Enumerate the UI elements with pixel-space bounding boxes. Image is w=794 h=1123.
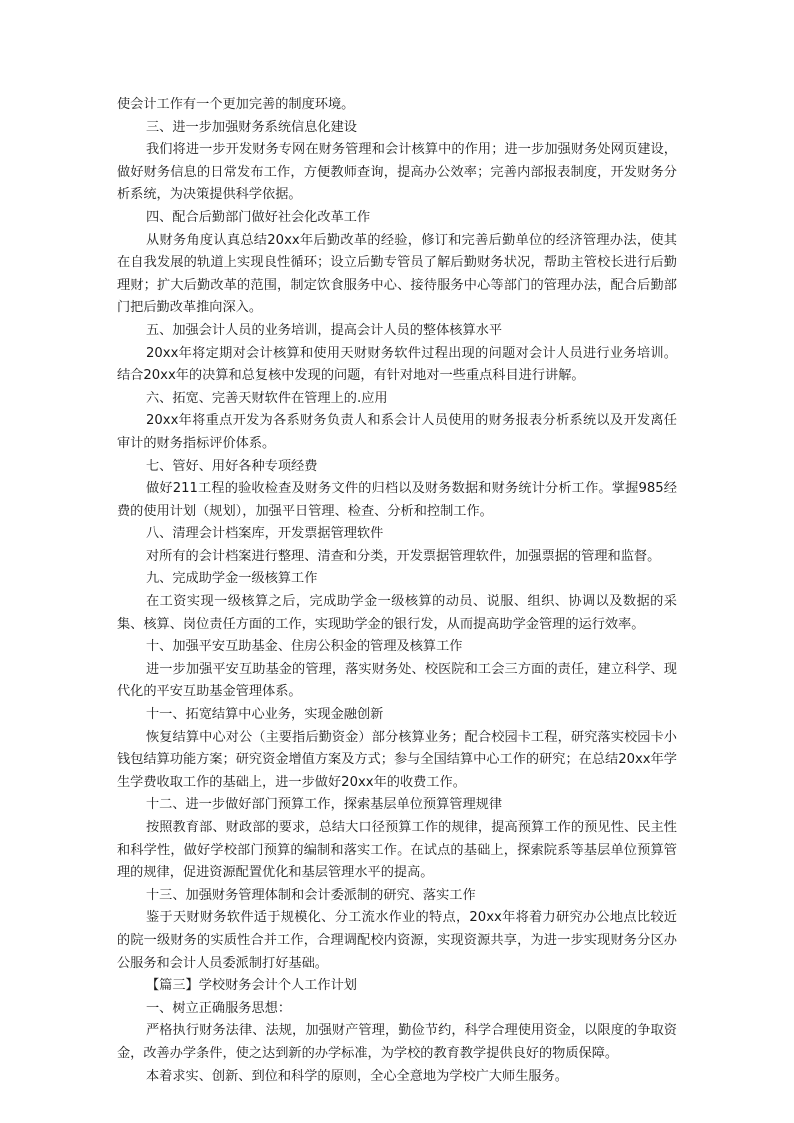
document-page <box>117 94 677 1088</box>
body-paragraph: 20xx年将重点开发为各系财务负责人和系会计人员使用的财务报表分析系统以及开发离任审计的财务指标评价体系。 <box>117 413 677 451</box>
section-heading: 八、清理会计档案库，开发票据管理软件 <box>146 526 384 542</box>
section-heading: 一、树立正确服务思想： <box>146 1000 292 1016</box>
section-heading: 七、管好、用好各种专项经费 <box>146 458 318 474</box>
body-paragraph: 我们将进一步开发财务专网在财务管理和会计核算中的作用；进一步加强财务处网页建设，做好财务信息的日常发布工作，方便教师查询，提高办公效率；完善内部报表制度，开发财务分析系统，为决策提供科学依据。 <box>117 142 677 203</box>
section-heading: 六、拓宽、完善天财软件在管理上的.应用 <box>146 390 388 406</box>
body-paragraph: 从财务角度认真总结20xx年后勤改革的经验，修订和完善后勤单位的经济管理办法，使其在自我发展的轨道上实现良性循环；设立后勤专管员了解后勤财务状况，帮助主管校长进行后勤理财；扩大后勤改革的范围，制定饮食服务中心、接待服务中心等部门的管理办法，配合后勤部门把后勤改革推向深入。 <box>117 232 677 316</box>
body-paragraph: 对所有的会计档案进行整理、清查和分类，开发票据管理软件，加强票据的管理和监督。 <box>146 548 661 564</box>
section-heading: 十、加强平安互助基金、住房公积金的管理及核算工作 <box>146 639 463 655</box>
body-paragraph: 20xx年将定期对会计核算和使用天财财务软件过程出现的问题对会计人员进行业务培训。结合20xx年的决算和总复核中发现的问题，有针对地对一些重点科目进行讲解。 <box>117 345 677 384</box>
body-paragraph: 在工资实现一级核算之后，完成助学金一级核算的动员、说服、组织、协调以及数据的采集、核算、岗位责任方面的工作，实现助学金的银行发，从而提高助学金管理的运行效率。 <box>117 594 677 632</box>
paragraph-continuation: 使会计工作有一个更加完善的制度环境。 <box>117 97 355 112</box>
section-heading: 九、完成助学金一级核算工作 <box>146 571 318 587</box>
body-paragraph: 鉴于天财财务软件适于规模化、分工流水作业的特点，20xx年将着力研究办公地点比较近的院一级财务的实质性合并工作，合理调配校内资源，实现资源共享，为进一步实现财务分区办公服务和会计人员委派制打好基础。 <box>117 910 677 971</box>
article-heading: 【篇三】学校财务会计个人工作计划 <box>146 978 357 994</box>
body-paragraph: 本着求实、创新、到位和科学的原则，全心全意地为学校广大师生服务。 <box>146 1068 568 1084</box>
body-paragraph: 恢复结算中心对公（主要指后勤资金）部分核算业务；配合校园卡工程，研究落实校园卡小钱包结算功能方案；研究资金增值方案及方式；参与全国结算中心工作的研究；在总结20xx年学生学费收取工作的基础上，进一步做好20xx年的收费工作。 <box>117 729 677 790</box>
section-heading: 十三、加强财务管理体制和会计委派制的研究、落实工作 <box>146 887 476 903</box>
body-paragraph: 进一步加强平安互助基金的管理，落实财务处、校医院和工会三方面的责任，建立科学、现代化的平安互助基金管理体系。 <box>117 661 677 700</box>
section-heading: 三、进一步加强财务系统信息化建设 <box>146 119 357 135</box>
section-heading: 十二、进一步做好部门预算工作，探索基层单位预算管理规律 <box>146 797 503 813</box>
section-heading: 四、配合后勤部门做好社会化改革工作 <box>146 209 371 225</box>
body-paragraph: 做好211工程的验收检查及财务文件的归档以及财务数据和财务统计分析工作。掌握985经费的使用计划（规划），加强平日管理、检查、分析和控制工作。 <box>117 481 677 519</box>
body-paragraph: 按照教育部、财政部的要求，总结大口径预算工作的规律，提高预算工作的预见性、民主性和科学性，做好学校部门预算的编制和落实工作。在试点的基础上，探索院系等基层单位预算管理的规律，促进资源配置优化和基层管理水平的提高。 <box>117 820 677 881</box>
section-heading: 五、加强会计人员的业务培训，提高会计人员的整体核算水平 <box>146 322 503 338</box>
section-heading: 十一、拓宽结算中心业务，实现金融创新 <box>146 707 384 723</box>
body-paragraph: 严格执行财务法律、法规，加强财产管理，勤俭节约，科学合理使用资金，以限度的争取资金，改善办学条件，使之达到新的办学标准，为学校的教育教学提供良好的物质保障。 <box>117 1023 677 1061</box>
